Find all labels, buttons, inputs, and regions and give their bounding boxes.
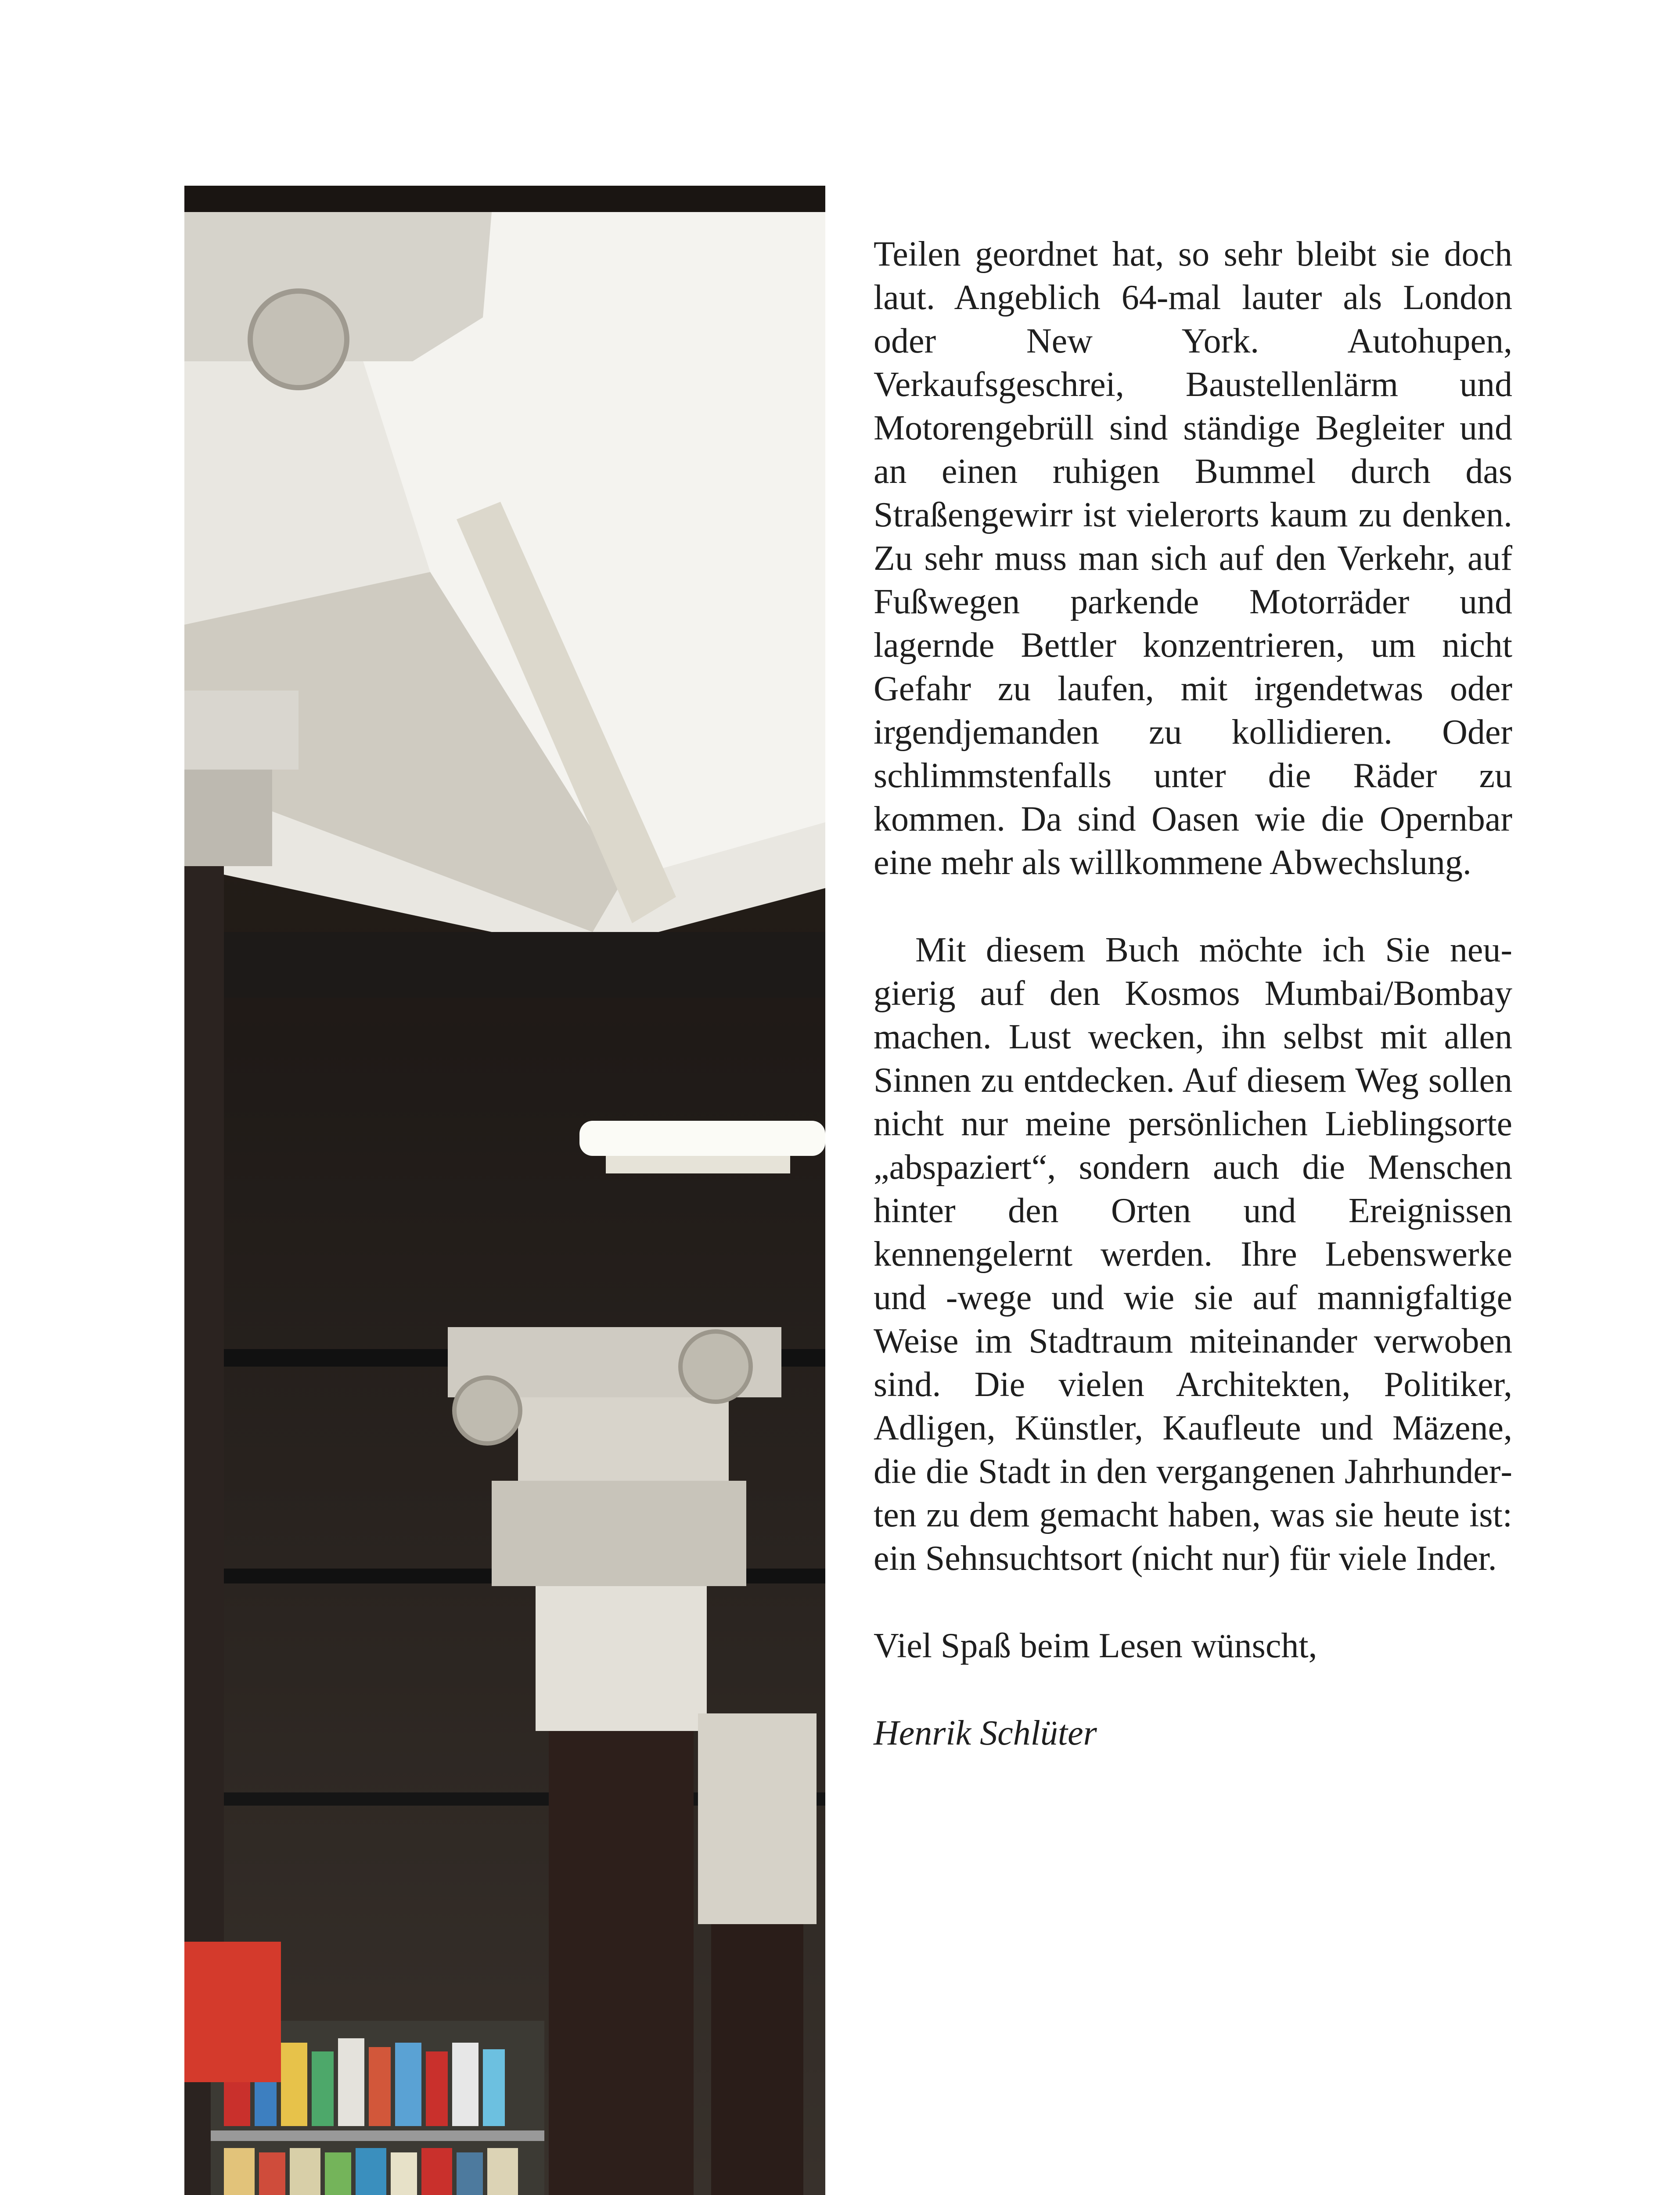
paragraph-1: Teilen geordnet hat, so sehr bleibt sie doch laut. Angeblich 64-mal lauter als London oder New York. Autohupen, Verkaufsgeschrei, Baustellenlärm und Motorengebrüll sind ständige Begleiter und an einen ruhigen Bummel durch das Straßengewirr ist vielerorts kaum zu denken. Zu sehr muss man sich auf den Verkehr, auf Fußwegen parkende Motorräder und lagernde Bettler konzentrieren, um nicht Gefahr zu laufen, mit irgendetwas oder irgendjemanden zu kollidieren. Oder schlimmstenfalls unter die Räder zu kommen. Da sind Oasen wie die Opernbar eine mehr als willkommene Abwechslung.: [874, 235, 1512, 882]
majestic-building-photo: [184, 186, 825, 2195]
paragraph-2: Mit diesem Buch möchte ich Sie neugierig auf den Kosmos Mumbai/Bombay machen. Lust wecken, ihn selbst mit allen Sinnen zu entdecken. Auf diesem Weg sollen nicht nur meine persönlichen Lieblingsorte „abspaziert“, sondern auch die Menschen hinter den Orten und Ereignissen kennengelernt werden. Ihre Lebenswerke und -wege und wie sie auf mannigfaltige Weise im Stadtraum miteinander verwoben sind. Die vielen Architekten, Politiker, Adligen, Künstler, Kaufleute und Mäzene, die die Stadt in den vergangenen Jahrhunderten zu dem gemacht haben, was sie heute ist: ein Sehnsuchtsort (nicht nur) für viele Inder.: [874, 931, 1512, 1578]
greeting: Viel Spaß beim Lesen wünscht,: [874, 1626, 1317, 1665]
author-signature: Henrik Schlüter: [874, 1714, 1097, 1752]
body-text-column: [874, 233, 1512, 1755]
photo-illustration: [184, 186, 825, 2195]
